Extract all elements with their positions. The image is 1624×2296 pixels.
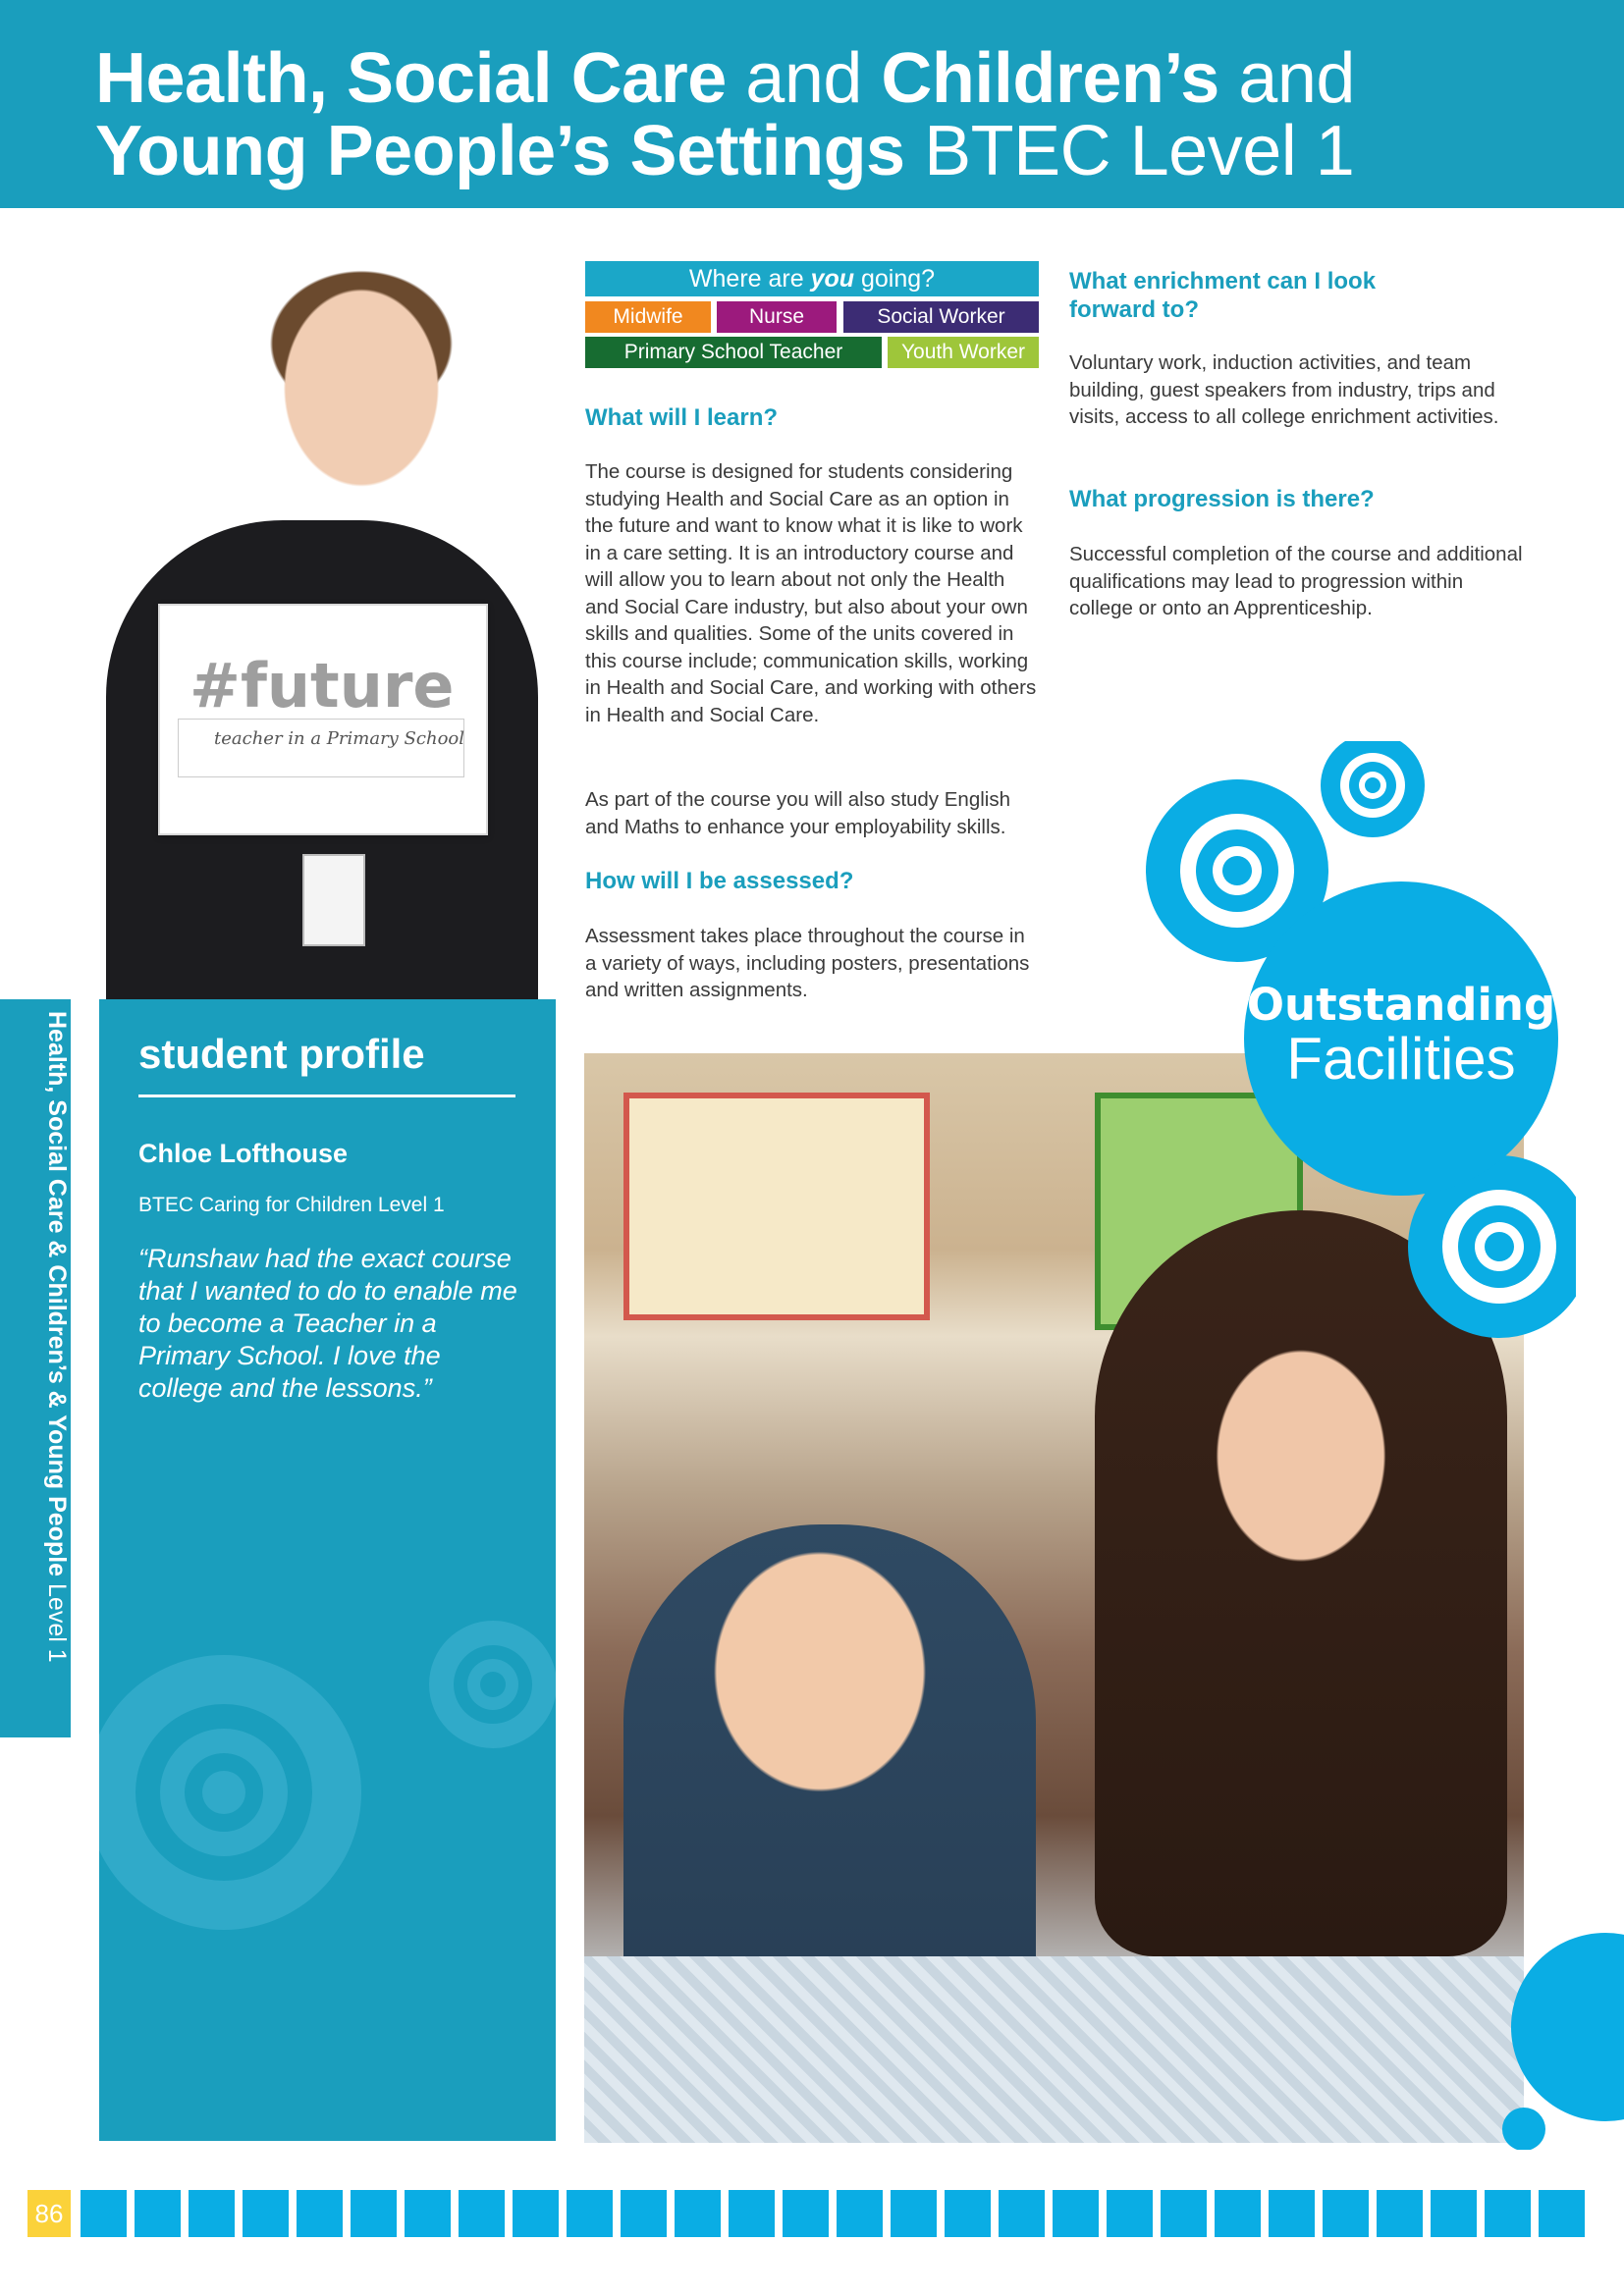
learn-heading: What will I learn? <box>585 404 779 431</box>
page-title-line-2: Young People’s Settings BTEC Level 1 <box>95 112 1355 190</box>
enrichment-paragraph: Voluntary work, induction activities, and team building, guest speakers from industry, trips and visits, access to all college enrichment activities. <box>1069 351 1499 428</box>
target-icon-small <box>1321 741 1425 837</box>
enrichment-heading: What enrichment can I look forward to? <box>1069 268 1377 323</box>
profile-quote: “Runshaw had the exact course that I wanted to do to enable me to become a Teacher in a Primary School. I love the college and the lessons.” <box>138 1244 517 1403</box>
student-profile-panel <box>99 999 556 2141</box>
learn-paragraph-2: As part of the course you will also study English and Maths to enhance your employability skills. <box>585 788 1010 838</box>
decorative-corner-circles <box>1492 1914 1624 2150</box>
classroom-board <box>623 1093 930 1320</box>
sign-text: #future <box>189 650 455 721</box>
sign-handwriting: teacher in a Primary School <box>214 728 464 749</box>
where-going-banner: Where are you going? <box>585 261 1039 296</box>
profile-course: BTEC Caring for Children Level 1 <box>138 1194 445 1216</box>
progression-paragraph: Successful completion of the course and additional qualifications may lead to progression within college or onto an Apprenticeship. <box>1069 543 1523 619</box>
career-youth-worker: Youth Worker <box>888 337 1039 368</box>
career-midwife: Midwife <box>585 301 711 333</box>
assessed-paragraph: Assessment takes place throughout the course in a variety of ways, including posters, presentations and written assignments. <box>585 925 1030 1001</box>
career-social-worker: Social Worker <box>843 301 1039 333</box>
progression-heading: What progression is there? <box>1069 486 1375 512</box>
future-sign <box>158 604 488 835</box>
footer-squares <box>81 2190 1593 2237</box>
profile-name: Chloe Lofthouse <box>138 1139 348 1168</box>
side-section-label: Health, Social Care & Children’s & Young People Level 1 <box>43 1011 71 1663</box>
student-photo <box>67 245 572 1001</box>
badge-line-1: Outstanding <box>1246 979 1556 1031</box>
career-primary-school-teacher: Primary School Teacher <box>585 337 882 368</box>
learn-paragraph-1: The course is designed for students considering studying Health and Social Care as an option in the future and want to know what it is like to work in a care setting. It is an introductory course and will allow you to learn about not only the Health and Social Care industry, but also about your own skills and qualities. Some of the units covered in this course include; communication skills, working in Health and Social Care, and working with others in Health and Social Care. <box>585 460 1037 726</box>
page-title-line-1: Health, Social Care and Children’s and <box>95 39 1355 118</box>
profile-divider <box>138 1095 515 1097</box>
profile-target-decoration <box>99 1608 556 1961</box>
profile-heading: student profile <box>138 1031 425 1077</box>
page-number: 86 <box>27 2190 71 2237</box>
lanyard-badge <box>302 854 365 946</box>
career-nurse: Nurse <box>717 301 837 333</box>
assessed-heading: How will I be assessed? <box>585 868 854 894</box>
badge-line-2: Facilities <box>1286 1026 1516 1092</box>
activity-table <box>584 1956 1524 2143</box>
